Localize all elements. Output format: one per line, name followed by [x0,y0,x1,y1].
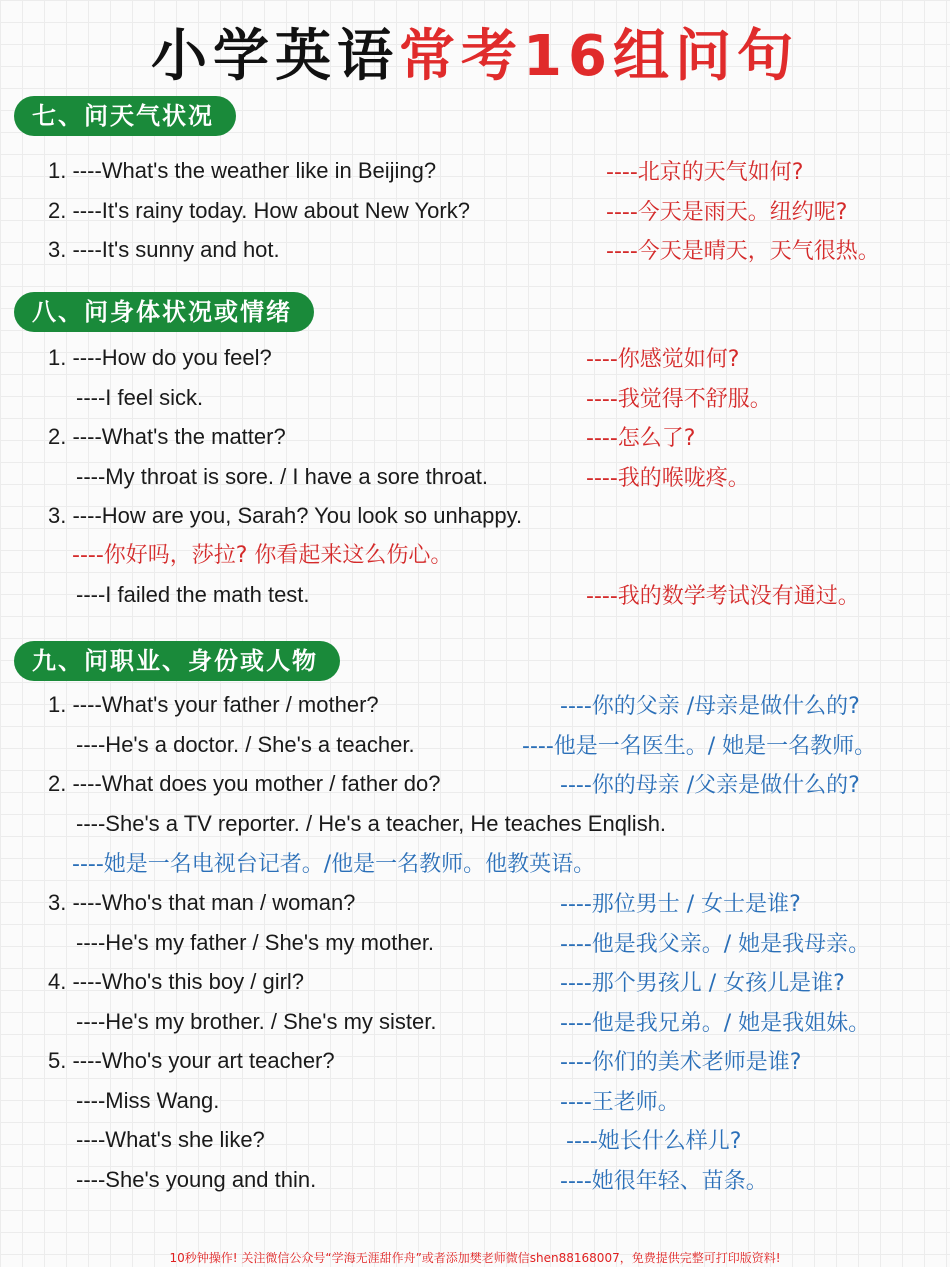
job-a5-zh: ----王老师。 [560,1090,680,1115]
section-header-health: 八、问身体状况或情绪 [14,292,314,332]
health-a2-en: ----My throat is sore. / I have a sore throat. [76,464,489,489]
job-q6-en: ----What's she like? [76,1127,265,1152]
health-q2-zh: ----怎么了? [586,426,696,451]
job-q3-zh: ----那位男士 / 女士是谁? [560,892,801,917]
weather-q1-en: 1. ----What's the weather like in Beijing? [48,158,437,183]
job-a3-zh: ----他是我父亲。/ 她是我母亲。 [560,932,871,957]
health-a2-zh: ----我的喉咙疼。 [586,466,750,491]
job-q2-en: 2. ----What does you mother / father do? [48,771,441,796]
job-a2-en: ----She's a TV reporter. / He's a teacher, He teaches Enqlish. [76,811,667,836]
health-a3-zh: ----我的数学考试没有通过。 [586,584,860,609]
section-header-weather: 七、问天气状况 [14,96,236,136]
health-q1-en: 1. ----How do you feel? [48,345,272,370]
page-title [0,22,950,92]
weather-q2-zh: ----今天是雨天。纽约呢? [606,200,848,225]
job-q3-en: 3. ----Who's that man / woman? [48,890,356,915]
job-a4-en: ----He's my brother. / She's my sister. [76,1009,437,1034]
job-q4-zh: ----那个男孩儿 / 女孩儿是谁? [560,971,845,996]
job-a1-en: ----He's a doctor. / She's a teacher. [76,732,415,757]
job-q5-en: 5. ----Who's your art teacher? [48,1048,335,1073]
job-q1-zh: ----你的父亲 /母亲是做什么的? [560,694,860,719]
title-part-black: 小学英语 [151,24,400,89]
health-a1-zh: ----我觉得不舒服。 [586,387,772,412]
weather-q3-en: 3. ----It's sunny and hot. [48,237,280,262]
job-q2-zh: ----你的母亲 /父亲是做什么的? [560,773,860,798]
job-a1-zh: ----他是一名医生。/ 她是一名教师。 [522,734,877,759]
health-q1-zh: ----你感觉如何? [586,347,740,372]
weather-q1-zh: ----北京的天气如何? [606,160,804,185]
health-q2-en: 2. ----What's the matter? [48,424,286,449]
job-a4-zh: ----他是我兄弟。/ 她是我姐妹。 [560,1011,871,1036]
health-q3-en: 3. ----How are you, Sarah? You look so unhappy. [48,503,523,528]
job-a2-zh: ----她是一名电视台记者。/他是一名教师。他教英语。 [72,852,596,877]
job-q6-zh: ----她长什么样儿? [566,1129,742,1154]
health-q3-zh: ----你好吗，莎拉? 你看起来这么伤心。 [72,543,453,568]
job-q4-en: 4. ----Who's this boy / girl? [48,969,305,994]
job-a6-zh: ----她很年轻、苗条。 [560,1169,768,1194]
footer-note: 10秒钟操作! 关注微信公众号“学海无涯甜作舟”或者添加樊老师微信shen88168007，免费提供完整可打印版资料! [169,1251,781,1265]
job-a6-en: ----She's young and thin. [76,1167,317,1192]
section-header-occupation: 九、问职业、身份或人物 [14,641,340,681]
title-part-red: 常考16组问句 [399,24,799,89]
job-a5-en: ----Miss Wang. [76,1088,220,1113]
weather-q2-en: 2. ----It's rainy today. How about New York? [48,198,470,223]
job-q1-en: 1. ----What's your father / mother? [48,692,379,717]
health-a1-en: ----I feel sick. [76,385,204,410]
health-a3-en: ----I failed the math test. [76,582,310,607]
job-a3-en: ----He's my father / She's my mother. [76,930,435,955]
weather-q3-zh: ----今天是晴天，天气很热。 [606,239,880,264]
job-q5-zh: ----你们的美术老师是谁? [560,1050,802,1075]
